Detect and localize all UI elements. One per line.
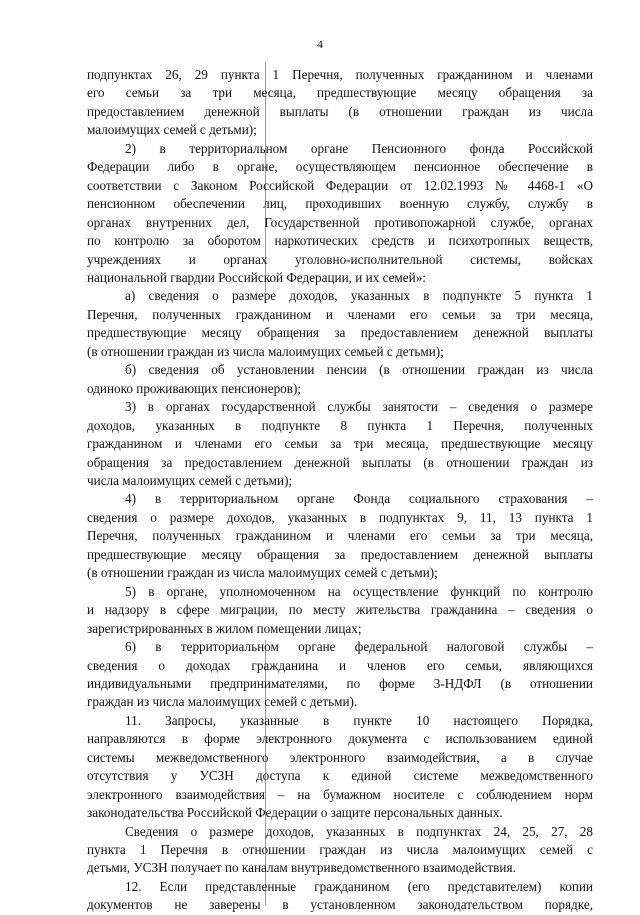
text-line: пенсионном обеспечении лиц, проходивших военную службу, службу в <box>87 196 593 212</box>
text-line: индивидуальными предпринимателями, по форме 3-НДФЛ (в отношении <box>87 675 593 691</box>
text-line: сведения о размере доходов, указанных в подпунктах 9, 11, 13 пункта 1 <box>87 509 593 525</box>
text-line: органах внутренних дел, Государственной противопожарной службе, органах <box>87 214 593 230</box>
text-line: и надзору в сфере миграции, по месту жительства гражданина – сведения о <box>87 602 593 618</box>
paragraph-item-5 <box>87 583 593 638</box>
document-body <box>87 66 593 915</box>
text-line: а) сведения о размере доходов, указанных в подпункте 5 пункта 1 <box>125 288 593 304</box>
paragraph-item-3 <box>87 398 593 490</box>
text-line: (в отношении граждан из числа малоимущих семьей с детьми); <box>87 343 444 359</box>
paragraph-income-info <box>87 823 593 878</box>
paragraph-clause-12 <box>87 878 593 915</box>
text-line: доходов, указанных в подпункте 8 пункта 1 Перечня, полученных <box>87 417 593 433</box>
paragraph-item-6 <box>87 638 593 712</box>
paragraph-continuation <box>87 66 593 140</box>
text-line: документов не заверены в установленном законодательством порядке, <box>87 897 593 913</box>
text-line: предшествующие месяцу обращения за предоставлением денежной выплаты <box>87 546 593 562</box>
text-line: отсутствия у УСЗН доступа к единой системе межведомственного <box>87 768 593 784</box>
text-line: одиноко проживающих пенсионеров); <box>87 380 302 396</box>
text-line: национальной гвардии Российской Федерации, и их семей»: <box>87 269 426 285</box>
text-line: 2) в территориальном органе Пенсионного фонда Российской <box>125 140 593 156</box>
paragraph-item-4 <box>87 490 593 582</box>
paragraph-item-2a <box>87 287 593 361</box>
text-line: обращения за предоставлением денежной выплаты (в отношении граждан из <box>87 454 593 470</box>
text-line: 11. Запросы, указанные в пункте 10 настоящего Порядка, <box>125 712 593 728</box>
text-line: сведения о доходах гражданина и членов его семьи, являющихся <box>87 657 593 673</box>
text-line: 3) в органах государственной службы занятости – сведения о размере <box>125 399 593 415</box>
text-line: гражданином и членами его семьи за три месяца, предшествующие месяцу <box>87 436 593 452</box>
text-line: пункта 1 Перечня в отношении граждан из числа малоимущих семей с <box>87 842 593 858</box>
text-line: подпунктах 26, 29 пункта 1 Перечня, полученных гражданином и членами <box>87 67 593 82</box>
page-number: 4 <box>317 37 323 51</box>
text-line: направляются в форме электронного документа с использованием единой <box>87 731 593 747</box>
text-line: зарегистрированных в жилом помещении лицах; <box>87 620 362 636</box>
text-line: граждан из числа малоимущих семей с детьми). <box>87 694 358 710</box>
text-line: по контролю за оборотом наркотических средств и психотропных веществ, <box>87 233 593 249</box>
text-line: Федерации либо в органе, осуществляющем пенсионное обеспечение в <box>87 159 593 175</box>
text-line: детьми, УСЗН получает по каналам внутриведомственного взаимодействия. <box>87 860 516 876</box>
paragraph-clause-11 <box>87 712 593 823</box>
text-line: предшествующие месяцу обращения за предоставлением денежной выплаты <box>87 325 593 341</box>
text-line: электронного взаимодействия – на бумажном носителе с соблюдением норм <box>87 786 593 802</box>
text-line: 12. Если представленные гражданином (его представителем) копии <box>125 878 593 894</box>
text-line: Перечня, полученных гражданином и членами его семьи за три месяца, <box>87 528 593 544</box>
text-line: его семьи за три месяца, предшествующие месяцу обращения за <box>87 85 593 101</box>
text-line: соответствии с Законом Российской Федерации от 12.02.1993 № 4468-1 «О <box>87 177 593 193</box>
text-line: 5) в органе, уполномоченном на осуществление функций по контролю <box>125 583 593 599</box>
paragraph-item-2b <box>87 361 593 398</box>
paragraph-item-2 <box>87 140 593 288</box>
text-line: (в отношении граждан из числа малоимущих семей с детьми); <box>87 565 438 581</box>
text-line: учреждениях и органах уголовно-исполнительной системы, войсках <box>87 251 593 267</box>
text-line: Перечня, полученных гражданином и членами его семьи за три месяца, <box>87 306 593 322</box>
text-line: 6) в территориальном органе федеральной налоговой службы – <box>125 639 593 655</box>
text-line: малоимущих семей с детьми); <box>87 122 257 138</box>
text-line: Сведения о размере доходов, указанных в подпунктах 24, 25, 27, 28 <box>125 823 593 839</box>
text-line: системы межведомственного электронного взаимодействия, а в случае <box>87 749 593 765</box>
text-line: числа малоимущих семей с детьми); <box>87 472 293 488</box>
text-line: б) сведения об установлении пенсии (в отношении граждан из числа <box>125 362 593 378</box>
text-line: законодательства Российской Федерации о защите персональных данных. <box>87 805 503 821</box>
text-line: предоставлением денежной выплаты (в отношении граждан из числа <box>87 103 593 119</box>
text-line: 4) в территориальном органе Фонда социального страхования – <box>125 491 593 507</box>
